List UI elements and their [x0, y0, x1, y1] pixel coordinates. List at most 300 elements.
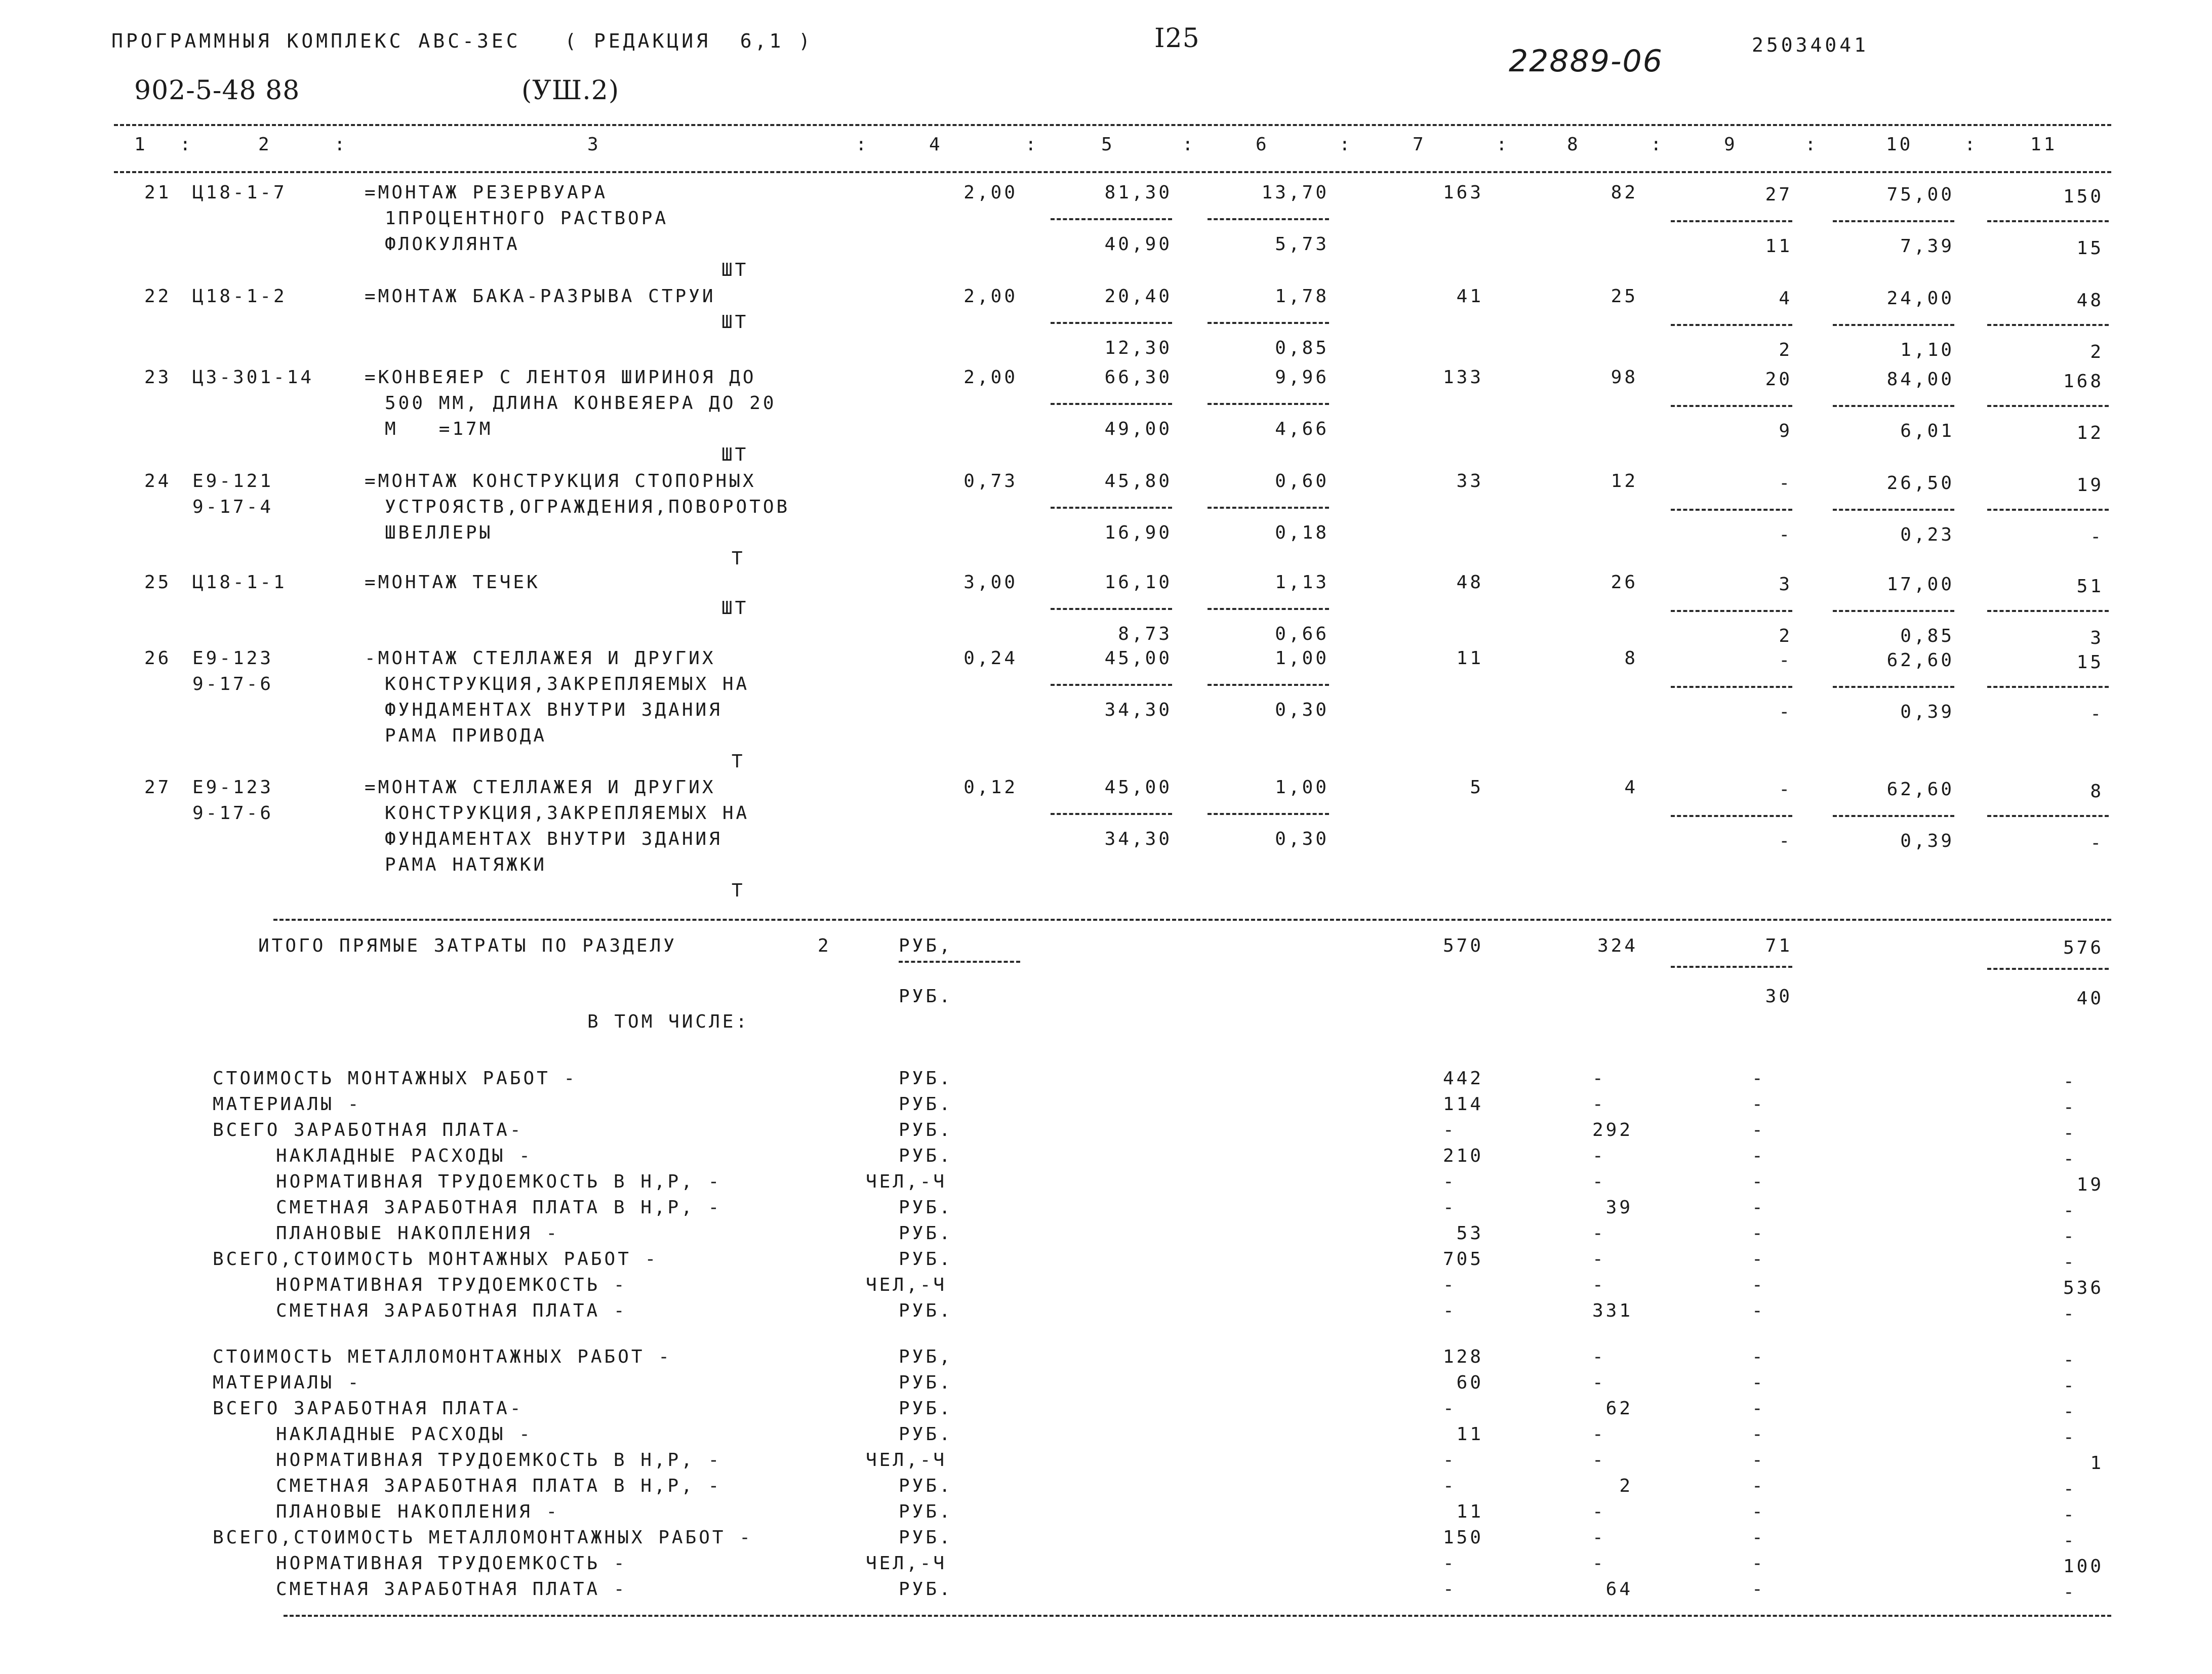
work-description: ФЛОКУЛЯНТА — [385, 234, 520, 255]
cell-divider — [1051, 507, 1172, 509]
column-separator: : — [1964, 134, 1978, 155]
metal-summary-label: СМЕТНАЯ ЗАРАБОТНАЯ ПЛАТА В Н,Р, - — [276, 1476, 722, 1496]
unit-machinist-salary: 0,66 — [1275, 624, 1329, 644]
table-top-rule — [114, 124, 2111, 126]
metal-summary-machine: - — [1752, 1346, 1765, 1367]
unit-salary: 49,00 — [1104, 419, 1172, 439]
work-description: -МОНТАЖ СТЕЛЛАЖЕЯ И ДРУГИХ — [365, 648, 716, 669]
cell-divider — [1208, 507, 1329, 509]
basic-salary: 98 — [1611, 367, 1638, 388]
metal-summary-machine: - — [1752, 1476, 1765, 1496]
work-description: УСТРОЯСТВ,ОГРАЖДЕНИЯ,ПОВОРОТОВ — [385, 497, 790, 517]
cell-divider — [1671, 509, 1792, 511]
machinist-salary: 11 — [1765, 236, 1792, 257]
total-cost: 11 — [1456, 648, 1483, 669]
cell-divider — [1833, 815, 1954, 817]
montage-summary-unit: РУБ. — [899, 1197, 953, 1218]
cell-divider — [1671, 610, 1792, 612]
metal-summary-unit: РУБ. — [899, 1424, 953, 1445]
cell-divider — [1051, 684, 1172, 686]
metal-summary-unit: РУБ. — [899, 1527, 953, 1548]
montage-summary-machine: - — [1752, 1275, 1765, 1295]
montage-summary-salary: - — [1592, 1171, 1606, 1192]
norm-code: Ц3-301-14 — [192, 367, 314, 388]
machinist-total: - — [2090, 526, 2104, 547]
montage-summary-label: ВСЕГО ЗАРАБОТНАЯ ПЛАТА- — [213, 1120, 524, 1140]
column-header-2: 2 — [258, 134, 272, 155]
column-header-5: 5 — [1101, 134, 1115, 155]
including-caption: В ТОМ ЧИСЛЕ: — [587, 1011, 750, 1032]
row-number: 21 — [144, 182, 172, 203]
metal-summary-salary: - — [1592, 1450, 1606, 1471]
montage-summary-cost: 442 — [1442, 1068, 1483, 1089]
cell-divider — [1833, 686, 1954, 688]
cell-divider — [1833, 324, 1954, 326]
machinist-salary: - — [1779, 702, 1792, 722]
montage-summary-cost: - — [1443, 1120, 1457, 1140]
montage-summary-label: ВСЕГО,СТОИМОСТЬ МОНТАЖНЫХ РАБОТ - — [213, 1249, 659, 1270]
unit-cost: 20,40 — [1104, 286, 1172, 307]
metal-summary-labour: - — [2063, 1479, 2077, 1499]
cell-divider — [1208, 322, 1329, 324]
unit-salary: 8,73 — [1118, 624, 1172, 644]
work-description: КОНСТРУКЦИЯ,ЗАКРЕПЛЯЕМЫХ НА — [385, 674, 750, 695]
cell-divider — [1208, 608, 1329, 610]
montage-summary-label: СТОИМОСТЬ МОНТАЖНЫХ РАБОТ - — [213, 1068, 578, 1089]
total-cost: 48 — [1456, 572, 1483, 593]
norm-code: Е9-123 — [192, 777, 274, 798]
basic-salary: 25 — [1611, 286, 1638, 307]
quantity: 2,00 — [963, 367, 1018, 388]
column-separator: : — [1805, 134, 1819, 155]
unit-machine-cost: 1,78 — [1275, 286, 1329, 307]
metal-summary-salary: 2 — [1619, 1476, 1633, 1496]
unit-machinist-salary: 5,73 — [1275, 234, 1329, 255]
labour-total: 48 — [2076, 290, 2104, 311]
row-number: 22 — [144, 286, 172, 307]
norm-code: 9-17-6 — [192, 803, 274, 824]
project-number: 902-5-48 88 — [134, 75, 300, 106]
cell-divider — [1208, 813, 1329, 815]
montage-summary-unit: РУБ. — [899, 1120, 953, 1140]
quantity: 2,00 — [963, 182, 1018, 203]
column-separator: : — [1182, 134, 1196, 155]
quantity: 0,24 — [963, 648, 1018, 669]
column-header-8: 8 — [1567, 134, 1581, 155]
unit-label: Т — [732, 548, 745, 569]
montage-summary-labour: - — [2063, 1097, 2077, 1118]
montage-summary-labour: 536 — [2063, 1278, 2104, 1298]
metal-summary-cost: - — [1443, 1579, 1457, 1600]
unit-cost: 66,30 — [1104, 367, 1172, 388]
header-bottom-rule — [114, 171, 2111, 173]
cell-divider — [1051, 608, 1172, 610]
norm-code: 9-17-6 — [192, 674, 274, 695]
row-number: 23 — [144, 367, 172, 388]
metal-summary-cost: 150 — [1442, 1527, 1483, 1548]
unit-label: Т — [732, 751, 745, 772]
cell-divider — [1833, 220, 1954, 222]
machinist-norm: 1,10 — [1900, 340, 1954, 360]
total-cost: 41 — [1456, 286, 1483, 307]
machinist-norm: 0,39 — [1900, 831, 1954, 851]
machine-cost: 4 — [1779, 288, 1792, 309]
machinist-salary: 2 — [1779, 626, 1792, 646]
metal-summary-labour: - — [2063, 1504, 2077, 1525]
unit-label: Т — [732, 880, 745, 901]
total-cost: 5 — [1470, 777, 1483, 798]
column-separator: : — [180, 134, 193, 155]
cell-divider — [1833, 405, 1954, 407]
section-machinist-salary: 30 — [1765, 986, 1792, 1007]
labour-norm: 24,00 — [1886, 288, 1954, 309]
metal-summary-cost: - — [1443, 1476, 1457, 1496]
work-description: 1ПРОЦЕНТНОГО РАСТВОРА — [385, 208, 669, 229]
total-cost: 33 — [1456, 471, 1483, 492]
montage-summary-cost: 210 — [1442, 1146, 1483, 1166]
unit-cost: 81,30 — [1104, 182, 1172, 203]
metal-summary-unit: ЧЕЛ,-Ч — [866, 1450, 947, 1471]
metal-summary-labour: - — [2063, 1427, 2077, 1448]
quantity: 0,12 — [963, 777, 1018, 798]
metal-summary-label: СМЕТНАЯ ЗАРАБОТНАЯ ПЛАТА - — [276, 1579, 627, 1600]
montage-summary-machine: - — [1752, 1223, 1765, 1244]
section-machinist-labour: 40 — [2076, 988, 2104, 1009]
metal-summary-unit: РУБ. — [899, 1372, 953, 1393]
cell-divider — [1671, 405, 1792, 407]
work-description: 500 ММ, ДЛИНА КОНВЕЯЕРА ДО 20 — [385, 393, 777, 414]
cell-divider — [1833, 509, 1954, 511]
labour-norm: 62,60 — [1886, 650, 1954, 671]
metal-summary-unit: РУБ. — [899, 1501, 953, 1522]
cell-divider — [1671, 686, 1792, 688]
norm-code: Е9-123 — [192, 648, 274, 669]
montage-summary-labour: - — [2063, 1200, 2077, 1221]
quantity: 2,00 — [963, 286, 1018, 307]
column-header-7: 7 — [1413, 134, 1426, 155]
row-number: 24 — [144, 471, 172, 492]
machinist-total: - — [2090, 833, 2104, 853]
metal-summary-salary: - — [1592, 1346, 1606, 1367]
section-total-cost: 570 — [1442, 935, 1483, 956]
section-total-label: ИТОГО ПРЯМЫЕ ЗАТРАТЫ ПО РАЗДЕЛУ — [258, 935, 677, 956]
total-cost: 163 — [1442, 182, 1483, 203]
unit-cost: 45,00 — [1104, 648, 1172, 669]
labour-norm: 17,00 — [1886, 574, 1954, 595]
machine-cost: 20 — [1765, 369, 1792, 390]
work-description: КОНСТРУКЦИЯ,ЗАКРЕПЛЯЕМЫХ НА — [385, 803, 750, 824]
metal-summary-cost: 11 — [1456, 1501, 1483, 1522]
document-code: 25034041 — [1752, 34, 1869, 56]
machinist-norm: 6,01 — [1900, 421, 1954, 441]
labour-total: 168 — [2063, 371, 2104, 392]
column-header-9: 9 — [1724, 134, 1738, 155]
montage-summary-unit: РУБ. — [899, 1068, 953, 1089]
column-separator: : — [1651, 134, 1664, 155]
metal-summary-machine: - — [1752, 1501, 1765, 1522]
cell-divider — [1208, 403, 1329, 405]
unit-salary: 12,30 — [1104, 338, 1172, 358]
machinist-total: 3 — [2090, 628, 2104, 648]
cell-divider — [899, 961, 1020, 963]
metal-summary-salary: - — [1592, 1372, 1606, 1393]
cell-divider — [1833, 610, 1954, 612]
cell-divider — [1987, 405, 2109, 407]
total-cost: 133 — [1442, 367, 1483, 388]
work-description: =МОНТАЖ КОНСТРУКЦИЯ СТОПОРНЫХ — [365, 471, 756, 492]
montage-summary-machine: - — [1752, 1171, 1765, 1192]
labour-norm: 26,50 — [1886, 473, 1954, 494]
metal-summary-machine: - — [1752, 1553, 1765, 1574]
cell-divider — [1671, 324, 1792, 326]
metal-summary-label: НОРМАТИВНАЯ ТРУДОЕМКОСТЬ - — [276, 1553, 627, 1574]
metal-summary-machine: - — [1752, 1372, 1765, 1393]
cell-divider — [1208, 218, 1329, 220]
norm-code: Е9-121 — [192, 471, 274, 492]
labour-norm: 62,60 — [1886, 779, 1954, 800]
montage-summary-labour: - — [2063, 1071, 2077, 1092]
metal-summary-salary: - — [1592, 1424, 1606, 1445]
section-total-salary: 324 — [1597, 935, 1638, 956]
work-description: М =17М — [385, 419, 493, 439]
montage-summary-labour: - — [2063, 1303, 2077, 1324]
norm-code: 9-17-4 — [192, 497, 274, 517]
metal-summary-label: МАТЕРИАЛЫ - — [213, 1372, 361, 1393]
unit-label: ШТ — [721, 312, 749, 333]
metal-summary-salary: - — [1592, 1527, 1606, 1548]
metal-summary-unit: РУБ, — [899, 1346, 953, 1367]
metal-summary-label: ВСЕГО,СТОИМОСТЬ МЕТАЛЛОМОНТАЖНЫХ РАБОТ - — [213, 1527, 753, 1548]
montage-summary-salary: - — [1592, 1068, 1606, 1089]
montage-summary-unit: ЧЕЛ,-Ч — [866, 1171, 947, 1192]
montage-summary-labour: - — [2063, 1226, 2077, 1247]
work-description: ФУНДАМЕНТАХ ВНУТРИ ЗДАНИЯ — [385, 700, 722, 720]
metal-summary-labour: - — [2063, 1582, 2077, 1603]
column-header-3: 3 — [587, 134, 601, 155]
machine-cost: 27 — [1765, 184, 1792, 205]
unit-machine-cost: 13,70 — [1261, 182, 1329, 203]
quantity: 3,00 — [963, 572, 1018, 593]
table-bottom-rule — [284, 1615, 2111, 1617]
quantity: 0,73 — [963, 471, 1018, 492]
metal-summary-label: ВСЕГО ЗАРАБОТНАЯ ПЛАТА- — [213, 1398, 524, 1419]
metal-summary-cost: 60 — [1456, 1372, 1483, 1393]
montage-summary-machine: - — [1752, 1068, 1765, 1089]
work-description: ШВЕЛЛЕРЫ — [385, 522, 493, 543]
cell-divider — [1671, 220, 1792, 222]
labour-total: 150 — [2063, 186, 2104, 207]
machinist-norm: 7,39 — [1900, 236, 1954, 257]
unit-salary: 34,30 — [1104, 700, 1172, 720]
montage-summary-machine: - — [1752, 1249, 1765, 1270]
montage-summary-label: ПЛАНОВЫЕ НАКОПЛЕНИЯ - — [276, 1223, 560, 1244]
unit-salary: 16,90 — [1104, 522, 1172, 543]
work-description: РАМА ПРИВОДА — [385, 725, 547, 746]
montage-summary-label: НАКЛАДНЫЕ РАСХОДЫ - — [276, 1146, 533, 1166]
metal-summary-cost: - — [1443, 1553, 1457, 1574]
metal-summary-cost: 11 — [1456, 1424, 1483, 1445]
montage-summary-labour: - — [2063, 1123, 2077, 1144]
montage-summary-cost: - — [1443, 1300, 1457, 1321]
work-description: РАМА НАТЯЖКИ — [385, 854, 547, 875]
cell-divider — [1987, 968, 2109, 970]
montage-summary-salary: - — [1592, 1223, 1606, 1244]
cell-divider — [1051, 218, 1172, 220]
column-separator: : — [1025, 134, 1039, 155]
unit-machine-cost: 1,13 — [1275, 572, 1329, 593]
unit-label: ШТ — [721, 260, 749, 280]
basic-salary: 26 — [1611, 572, 1638, 593]
unit-cost: 16,10 — [1104, 572, 1172, 593]
metal-summary-machine: - — [1752, 1527, 1765, 1548]
labour-norm: 75,00 — [1886, 184, 1954, 205]
montage-summary-unit: РУБ. — [899, 1146, 953, 1166]
montage-summary-unit: РУБ. — [899, 1223, 953, 1244]
machinist-norm: 0,23 — [1900, 524, 1954, 545]
cell-divider — [1051, 322, 1172, 324]
metal-summary-salary: - — [1592, 1501, 1606, 1522]
cell-divider — [1987, 220, 2109, 222]
metal-summary-machine: - — [1752, 1398, 1765, 1419]
machine-cost: - — [1779, 779, 1792, 800]
cell-divider — [1051, 403, 1172, 405]
work-description: =МОНТАЖ БАКА-РАЗРЫВА СТРУИ — [365, 286, 716, 307]
basic-salary: 12 — [1611, 471, 1638, 492]
montage-summary-cost: 114 — [1442, 1094, 1483, 1115]
unit-cost: 45,00 — [1104, 777, 1172, 798]
metal-summary-unit: РУБ. — [899, 1398, 953, 1419]
row-number: 27 — [144, 777, 172, 798]
cell-divider — [1987, 324, 2109, 326]
cell-divider — [1987, 509, 2109, 511]
montage-summary-unit: РУБ. — [899, 1094, 953, 1115]
labour-total: 51 — [2076, 576, 2104, 597]
cell-divider — [1208, 684, 1329, 686]
metal-summary-labour: 1 — [2090, 1453, 2104, 1474]
metal-summary-cost: - — [1443, 1450, 1457, 1471]
work-description: =КОНВЕЯЕР С ЛЕНТОЯ ШИРИНОЯ ДО — [365, 367, 756, 388]
machine-cost: - — [1779, 650, 1792, 671]
column-separator: : — [1339, 134, 1353, 155]
metal-summary-salary: - — [1592, 1553, 1606, 1574]
montage-summary-label: СМЕТНАЯ ЗАРАБОТНАЯ ПЛАТА В Н,Р, - — [276, 1197, 722, 1218]
montage-summary-machine: - — [1752, 1094, 1765, 1115]
machine-cost: 3 — [1779, 574, 1792, 595]
metal-summary-labour: - — [2063, 1530, 2077, 1551]
metal-summary-label: ПЛАНОВЫЕ НАКОПЛЕНИЯ - — [276, 1501, 560, 1522]
unit-machinist-salary: 0,30 — [1275, 700, 1329, 720]
metal-summary-label: НОРМАТИВНАЯ ТРУДОЕМКОСТЬ В Н,Р, - — [276, 1450, 722, 1471]
machinist-total: 2 — [2090, 342, 2104, 362]
montage-summary-cost: 705 — [1442, 1249, 1483, 1270]
column-header-11: 11 — [2030, 134, 2058, 155]
work-description: =МОНТАЖ СТЕЛЛАЖЕЯ И ДРУГИХ — [365, 777, 716, 798]
montage-summary-machine: - — [1752, 1146, 1765, 1166]
metal-summary-labour: - — [2063, 1375, 2077, 1396]
column-header-1: 1 — [134, 134, 148, 155]
currency-unit: РУБ, — [899, 935, 953, 956]
unit-machinist-salary: 0,18 — [1275, 522, 1329, 543]
metal-summary-labour: 100 — [2063, 1556, 2104, 1577]
labour-norm: 84,00 — [1886, 369, 1954, 390]
machine-cost: - — [1779, 473, 1792, 494]
metal-summary-machine: - — [1752, 1579, 1765, 1600]
handwritten-number: 22889-06 — [1509, 44, 1663, 79]
unit-machine-cost: 1,00 — [1275, 648, 1329, 669]
column-separator: : — [856, 134, 869, 155]
metal-summary-unit: РУБ. — [899, 1476, 953, 1496]
montage-summary-labour: - — [2063, 1149, 2077, 1169]
unit-machinist-salary: 0,85 — [1275, 338, 1329, 358]
unit-machinist-salary: 4,66 — [1275, 419, 1329, 439]
column-separator: : — [334, 134, 348, 155]
labour-total: 8 — [2090, 781, 2104, 802]
machinist-salary: - — [1779, 524, 1792, 545]
section-total-labour: 576 — [2063, 937, 2104, 958]
montage-summary-salary: - — [1592, 1094, 1606, 1115]
metal-summary-salary: 64 — [1605, 1579, 1633, 1600]
montage-summary-machine: - — [1752, 1197, 1765, 1218]
montage-summary-labour: - — [2063, 1252, 2077, 1273]
row-number: 26 — [144, 648, 172, 669]
montage-summary-labour: 19 — [2076, 1174, 2104, 1195]
basic-salary: 82 — [1611, 182, 1638, 203]
labour-total: 19 — [2076, 475, 2104, 496]
machinist-salary: - — [1779, 831, 1792, 851]
montage-summary-cost: - — [1443, 1197, 1457, 1218]
metal-summary-label: НАКЛАДНЫЕ РАСХОДЫ - — [276, 1424, 533, 1445]
unit-machine-cost: 9,96 — [1275, 367, 1329, 388]
montage-summary-label: СМЕТНАЯ ЗАРАБОТНАЯ ПЛАТА - — [276, 1300, 627, 1321]
cell-divider — [1051, 813, 1172, 815]
section-total-machine: 71 — [1765, 935, 1792, 956]
montage-summary-salary: - — [1592, 1249, 1606, 1270]
montage-summary-cost: - — [1443, 1275, 1457, 1295]
labour-total: 15 — [2076, 652, 2104, 673]
work-description: =МОНТАЖ ТЕЧЕК — [365, 572, 540, 593]
row-number: 25 — [144, 572, 172, 593]
cell-divider — [1987, 815, 2109, 817]
work-description: =МОНТАЖ РЕЗЕРВУАРА — [365, 182, 608, 203]
unit-machine-cost: 0,60 — [1275, 471, 1329, 492]
metal-summary-labour: - — [2063, 1401, 2077, 1422]
unit-label: ШТ — [721, 598, 749, 619]
volume-label: (УШ.2) — [521, 75, 620, 106]
unit-salary: 34,30 — [1104, 829, 1172, 849]
work-description: ФУНДАМЕНТАХ ВНУТРИ ЗДАНИЯ — [385, 829, 722, 849]
montage-summary-label: МАТЕРИАЛЫ - — [213, 1094, 361, 1115]
basic-salary: 8 — [1624, 648, 1638, 669]
cell-divider — [1671, 815, 1792, 817]
montage-summary-salary: - — [1592, 1275, 1606, 1295]
metal-summary-unit: ЧЕЛ,-Ч — [866, 1553, 947, 1574]
unit-cost: 45,80 — [1104, 471, 1172, 492]
montage-summary-cost: 53 — [1456, 1223, 1483, 1244]
montage-summary-salary: 292 — [1592, 1120, 1633, 1140]
montage-summary-salary: 331 — [1592, 1300, 1633, 1321]
unit-label: ШТ — [721, 444, 749, 465]
montage-summary-unit: РУБ. — [899, 1249, 953, 1270]
montage-summary-cost: - — [1443, 1171, 1457, 1192]
metal-summary-machine: - — [1752, 1450, 1765, 1471]
machinist-norm: 0,85 — [1900, 626, 1954, 646]
metal-summary-salary: 62 — [1605, 1398, 1633, 1419]
metal-summary-cost: - — [1443, 1398, 1457, 1419]
norm-code: Ц18-1-7 — [192, 182, 287, 203]
machinist-total: 15 — [2076, 238, 2104, 259]
montage-summary-label: НОРМАТИВНАЯ ТРУДОЕМКОСТЬ - — [276, 1275, 627, 1295]
montage-summary-unit: ЧЕЛ,-Ч — [866, 1275, 947, 1295]
